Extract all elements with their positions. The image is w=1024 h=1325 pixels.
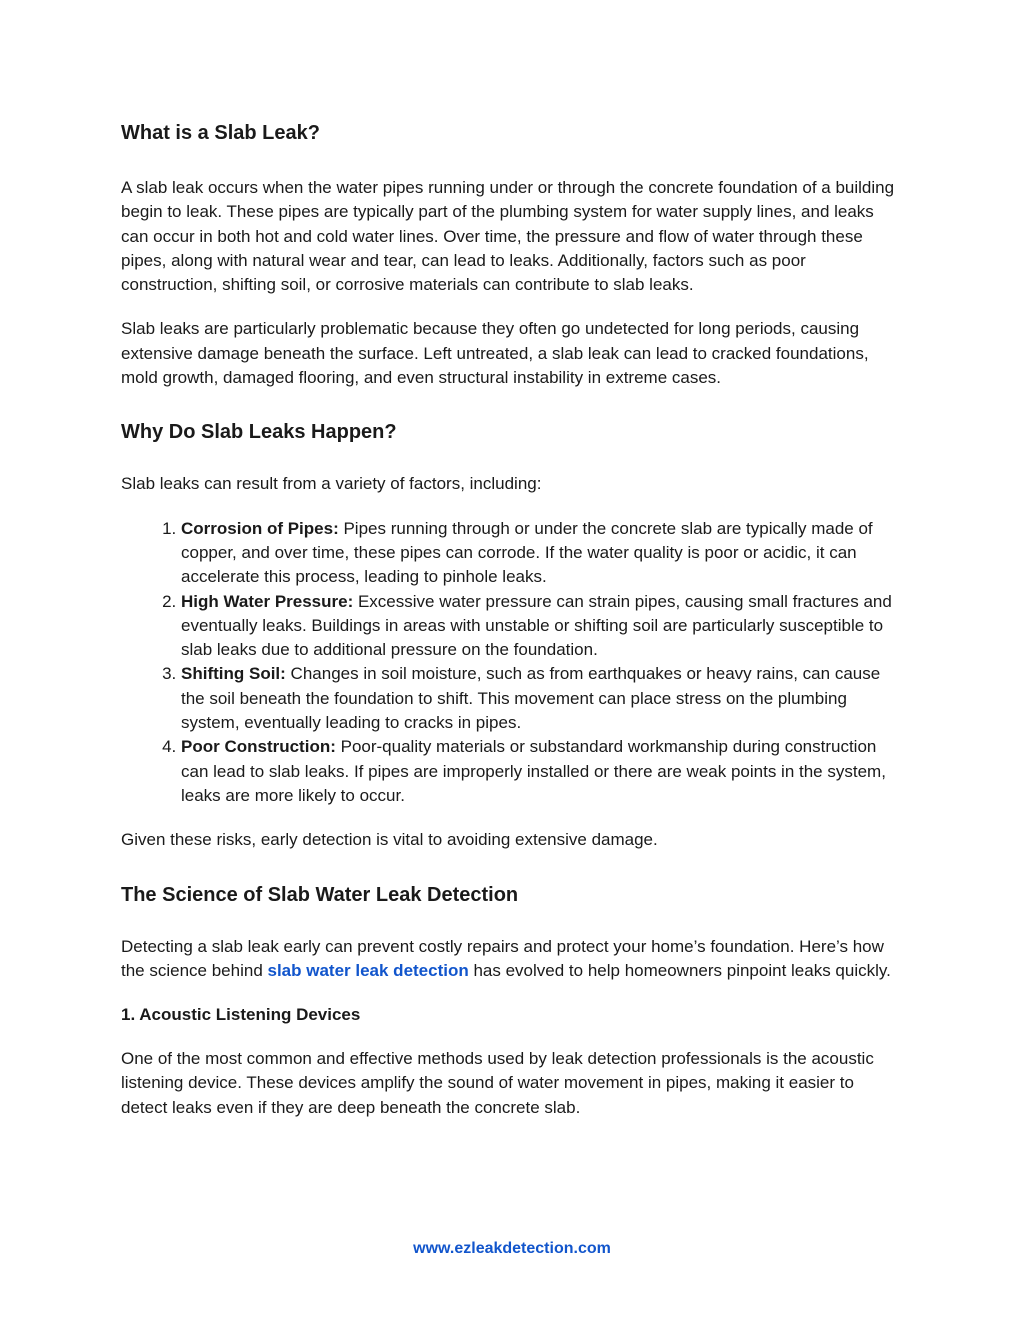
subheading-acoustic-listening-devices: 1. Acoustic Listening Devices: [121, 1005, 361, 1025]
paragraph-acoustic-devices: One of the most common and effective methods used by leak detection professionals is the acoustic listening device. These devices amplify the sound of water movement in pipes, making it easier to detect leaks even if they are deep beneath the concrete slab.: [121, 1049, 874, 1117]
list-item-title: High Water Pressure:: [181, 591, 354, 611]
list-item: [181, 662, 901, 735]
paragraph-slab-leak-problems: Slab leaks are particularly problematic because they often go undetected for long periods, causing extensive damage beneath the surface. Left untreated, a slab leak can lead to cracked foundations, mold growth, damaged flooring, and even structural instability in extreme cases.: [121, 319, 869, 388]
list-item: [181, 735, 901, 808]
list-item-text: Changes in soil moisture, such as from earthquakes or heavy rains, can cause the soil beneath the foundation to shift. This movement can place stress on the plumbing system, eventually leading to cracks in pipes.: [181, 664, 881, 733]
list-item-title: Corrosion of Pipes:: [181, 518, 339, 538]
list-item: [181, 590, 901, 663]
list-item-text: Poor-quality materials or substandard workmanship during construction can lead to slab leaks. If pipes are improperly installed or there are weak points in the system, leaks are more likely to occur.: [181, 737, 886, 805]
slab-water-leak-detection-link[interactable]: slab water leak detection: [267, 960, 469, 980]
list-item-text: Pipes running through or under the concrete slab are typically made of copper, and over time, these pipes can corrode. If the water quality is poor or acidic, it can accelerate this process, leading to pinhole leaks.: [181, 518, 873, 587]
heading-why-slab-leaks-happen: Why Do Slab Leaks Happen?: [121, 421, 397, 444]
list-item: [181, 517, 901, 590]
footer-website-link[interactable]: www.ezleakdetection.com: [413, 1240, 611, 1257]
paragraph-slab-leak-definition: A slab leak occurs when the water pipes running under or through the concrete foundation of a building begin to leak. These pipes are typically part of the plumbing system for water supply lines, and leaks can occur in both hot and cold water lines. Over time, the pressure and flow of water through these pipes, along with natural wear and tear, can lead to leaks. Additionally, factors such as poor construction, shifting soil, or corrosive materials can contribute to slab leaks.: [121, 178, 895, 295]
list-item-title: Poor Construction:: [181, 737, 336, 757]
list-item-title: Shifting Soil:: [181, 664, 286, 684]
heading-science-of-detection: The Science of Slab Water Leak Detection: [121, 883, 519, 906]
list-item-text: Excessive water pressure can strain pipes, causing small fractures and eventually leaks. Buildings in areas with unstable or shifting soil are particularly susceptible to slab leaks due to additional pressure on the foundation.: [181, 591, 892, 660]
paragraph-causes-intro: Slab leaks can result from a variety of factors, including:: [121, 474, 542, 494]
paragraph-detection-intro: [121, 935, 901, 984]
paragraph-early-detection: Given these risks, early detection is vital to avoiding extensive damage.: [121, 830, 658, 850]
document-body: [121, 120, 901, 1120]
paragraph-text-after-link: has evolved to help homeowners pinpoint leaks quickly.: [468, 960, 891, 980]
heading-what-is-slab-leak: What is a Slab Leak?: [121, 122, 320, 144]
causes-list: [121, 517, 901, 809]
paragraph-text-before-link: Detecting a slab leak early can prevent costly repairs and protect your home’s foundation. Here’s how the science behind: [121, 936, 884, 980]
